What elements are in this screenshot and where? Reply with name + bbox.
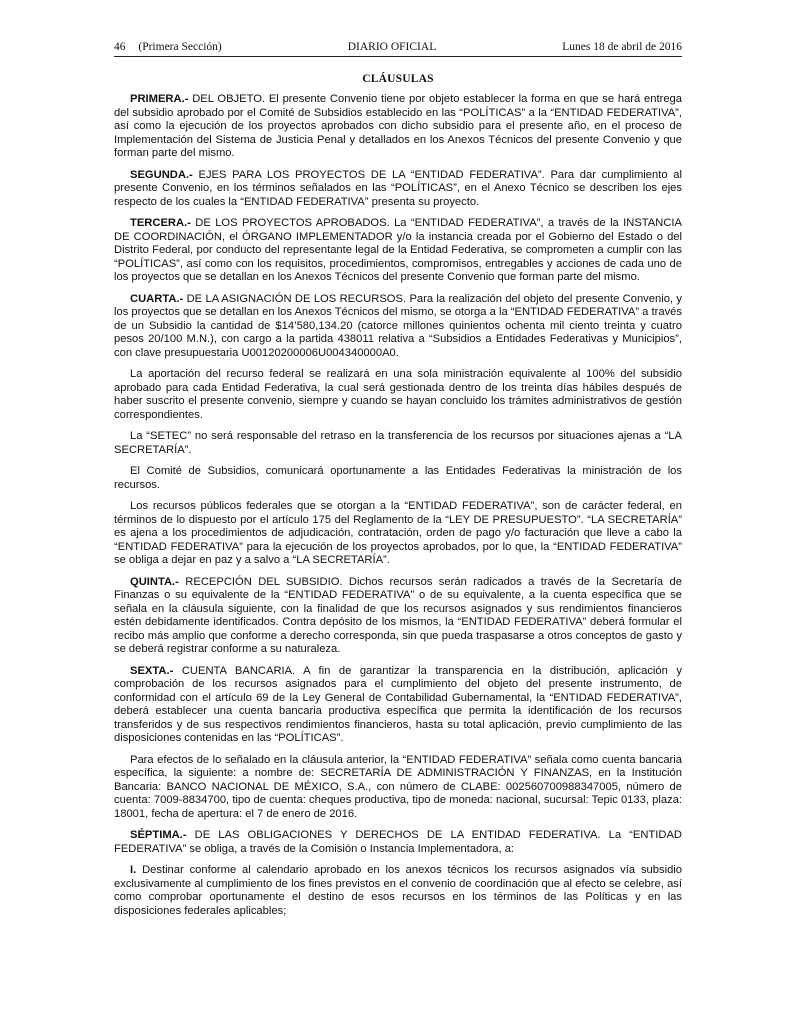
clause-label: CUARTA.- <box>130 292 184 305</box>
clause-paragraph <box>114 665 682 746</box>
list-item <box>114 864 682 918</box>
section-label: (Primera Sección) <box>138 41 222 53</box>
clause-label: QUINTA.- <box>130 575 179 588</box>
paragraph-text: La aportación del recurso federal se realizará en una sola ministración equivalente al 100% del subsidio aprobado para cada Entidad Federativa, la cual será gestionada dentro de los treinta días hábiles después de haber suscrito el presente convenio, siempre y cuando se hayan concluido los trámites administrativos de gestión correspondientes. <box>114 368 682 421</box>
clause-text: EJES PARA LOS PROYECTOS DE LA “ENTIDAD FEDERATIVA”. Para dar cumplimiento al presente Convenio, en los términos señalados en las “POLÍTICAS”, en el Anexo Técnico se describen los ejes respecto de los cuales la “ENTIDAD FEDERATIVA” presenta su proyecto. <box>114 168 682 208</box>
clause-label: PRIMERA.- <box>130 93 189 105</box>
list-item-label: I. <box>130 864 137 876</box>
paragraph-text: Los recursos públicos federales que se otorgan a la “ENTIDAD FEDERATIVA”, son de carácter federal, en términos de lo dispuesto por el artículo 175 del Reglamento de la “LEY DE PRESUPUESTO”. “LA SECRETARÍA” es ajena a los procedimientos de adjudicación, contratación, orden de pago y/o facturación que lleve a cabo la “ENTIDAD FEDERATIVA” para la ejecución de los proyectos aprobados, por lo que, la “ENTIDAD FEDERATIVA” se obliga a dejar en paz y a salvo a “LA SECRETARÍA”. <box>114 500 682 566</box>
body-paragraph <box>114 500 682 568</box>
clause-text: RECEPCIÓN DEL SUBSIDIO. Dichos recursos serán radicados a través de la Secretaría de Finanzas o su equivalente de la “ENTIDAD FEDERATIVA” o de su equivalente, a la cuenta específica que se señala en la cláusula siguiente, con la finalidad de que los recursos asignados y sus rendimientos financieros estén debidamente identificados. Contra depósito de los mismos, la “ENTIDAD FEDERATIVA” deberá formular el recibo más amplio que conforme a derecho corresponda, sin que pueda traspasarse a otros conceptos de gasto y se deberá registrar conforme a su naturaleza. <box>114 575 682 655</box>
page-number: 46 <box>114 41 126 53</box>
clause-paragraph <box>114 169 682 210</box>
clause-paragraph <box>114 829 682 856</box>
clause-paragraph <box>114 293 682 361</box>
paragraph-text: Para efectos de lo señalado en la cláusula anterior, la “ENTIDAD FEDERATIVA” señala como cuenta bancaria específica, la siguiente: a nombre de: SECRETARÍA DE ADMINISTRACIÓN Y FINANZAS, en la Institución Bancaria: BANCO NACIONAL DE MÉXICO, S.A., con número de CLABE: 002560700988347005, número de cuenta: 7009-8834700, tipo de cuenta: cheques productiva, tipo de moneda: nacional, sucursal: Tepic 0133, plaza: 18001, fecha de apertura: el 7 de enero de 2016. <box>114 753 682 820</box>
body-paragraph <box>114 754 682 822</box>
list-item-text: Destinar conforme al calendario aprobado en los anexos técnicos los recursos asignados vía subsidio exclusivamente al cumplimiento de los fines previstos en el convenio de coordinación que al efecto se celebre, así como comprobar oportunamente el destino de esos recursos en los términos de las Políticas y en las disposiciones federales aplicables; <box>114 864 682 917</box>
clause-text: DE LA ASIGNACIÓN DE LOS RECURSOS. Para la realización del objeto del presente Convenio, y los proyectos que se detallan en los Anexos Técnicos del mismo, se otorga a la “ENTIDAD FEDERATIVA” a través de un Subsidio la cantidad de $14’580,134.20 (catorce millones quinientos ochenta mil ciento treinta y cuatro pesos 20/100 M.N.), con cargo a la partida 438011 relativa a “Subsidios a Entidades Federativas y Municipios”, con clave presupuestaria U00120200006U004340000A0. <box>114 292 682 359</box>
clause-text: DE LAS OBLIGACIONES Y DERECHOS DE LA ENTIDAD FEDERATIVA. La “ENTIDAD FEDERATIVA” se obliga, a través de la Comisión o Instancia Implementadora, a: <box>114 829 682 855</box>
clause-text: CUENTA BANCARIA. A fin de garantizar la transparencia en la distribución, aplicación y comprobación de los recursos asignados para el cumplimiento del objeto del presente instrumento, de conformidad con el artículo 69 de la Ley General de Contabilidad Gubernamental, la “ENTIDAD FEDERATIVA”, deberá establecer una cuenta bancaria productiva específica que permita la identificación de los recursos transferidos y de sus respectivos rendimientos financieros, hasta su total aplicación, previo cumplimiento de las disposiciones contenidas en las “POLÍTICAS”. <box>114 664 682 744</box>
clause-paragraph <box>114 576 682 657</box>
clause-label: TERCERA.- <box>130 217 191 229</box>
clause-label: SÉPTIMA.- <box>130 829 187 841</box>
clause-paragraph <box>114 217 682 285</box>
header-left <box>114 40 222 54</box>
clause-label: SEGUNDA.- <box>130 168 193 181</box>
body-paragraph <box>114 368 682 422</box>
clause-text: DEL OBJETO. El presente Convenio tiene por objeto establecer la forma en que se hará entrega del subsidio aprobado por el Comité de Subsidios establecido en las “POLÍTICAS” a la “ENTIDAD FEDERATIVA”, así como la ejecución de los proyectos aprobados con dicho subsidio para el presente año, en el proceso de Implementación del Sistema de Justicia Penal y detallados en los Anexos Técnicos del presente Convenio y que forman parte del mismo. <box>114 93 682 159</box>
body-paragraph <box>114 430 682 457</box>
section-title: CLÁUSULAS <box>362 73 434 85</box>
paragraph-text: La “SETEC” no será responsable del retraso en la transferencia de los recursos por situaciones ajenas a “LA SECRETARÍA”. <box>114 430 682 456</box>
paragraph-text: El Comité de Subsidios, comunicará oportunamente a las Entidades Federativas la ministración de los recursos. <box>114 465 682 491</box>
clause-paragraph <box>114 93 682 161</box>
publication-date: Lunes 18 de abril de 2016 <box>562 41 682 53</box>
page-header <box>114 40 682 57</box>
body-paragraph <box>114 465 682 492</box>
clause-text: DE LOS PROYECTOS APROBADOS. La “ENTIDAD FEDERATIVA”, a través de la INSTANCIA DE COORDINACIÓN, el ÓRGANO IMPLEMENTADOR y/o la instancia creada por el Gobierno del Estado o del Distrito Federal, por conducto del representante legal de la Entidad Federativa, se comprometen a cumplir con las “POLÍTICAS”, así como con los requisitos, procedimientos, compromisos, entregables y acciones de cada uno de los proyectos que se detallan en los Anexos Técnicos del presente Convenio que forman parte del mismo. <box>114 217 682 283</box>
document-page <box>114 40 682 926</box>
publication-name: DIARIO OFICIAL <box>347 41 437 53</box>
clause-label: SEXTA.- <box>130 664 174 677</box>
document-body <box>114 93 682 918</box>
